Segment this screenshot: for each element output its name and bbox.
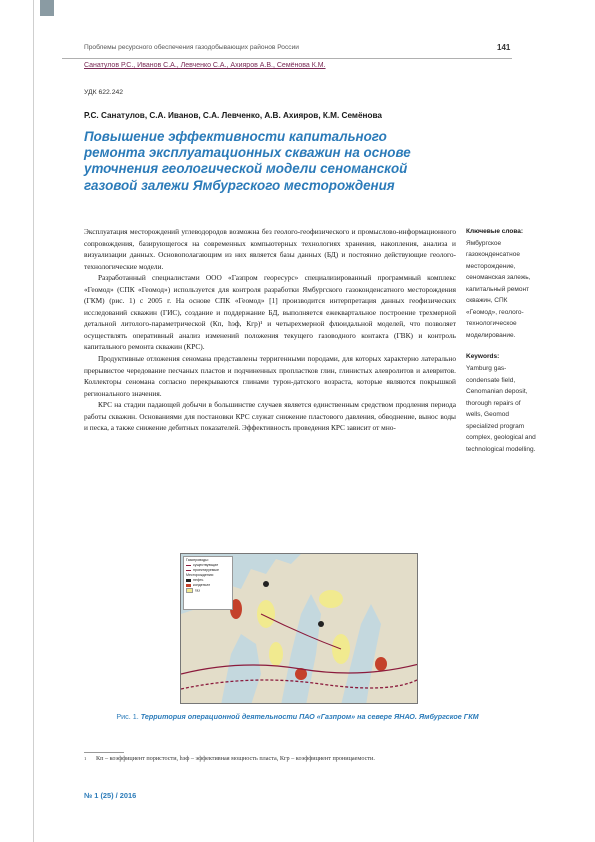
keywords-en-heading: Keywords:: [466, 353, 500, 361]
running-authors: Санатулов Р.С., Иванов С.А., Левченко С.А., Ахияров А.В., Семёнова К.М.: [84, 62, 326, 69]
legend-swatch: [186, 588, 193, 593]
caption-text: Территория операционной деятельности ПАО «Газпром» на севере ЯНАО. Ямбургское ГКМ: [140, 712, 479, 721]
article-body: [84, 226, 456, 434]
legend-label: конденсат: [193, 583, 211, 587]
keywords-spacer: [466, 341, 536, 351]
legend-swatch: [186, 584, 191, 587]
udc-code: УДК 622.242: [84, 89, 124, 96]
article-authors: Р.С. Санатулов, С.А. Иванов, С.А. Левченко, А.В. Ахияров, К.М. Семёнова: [84, 111, 382, 120]
legend-heading-fields: Месторождения:: [186, 573, 214, 577]
header-rule: [62, 58, 512, 59]
left-margin-line: [33, 0, 34, 842]
field-condensate: [375, 657, 387, 671]
keywords-ru-heading: Ключевые слова:: [466, 228, 524, 235]
body-paragraph-2: Разработанный специалистами ООО «Газпром георесурс» специализированный программный комплекс «Геомод» (СПК «Геомод») используется для контроля разработки Ямбургского газоконденсатного месторождения (ГКМ) (рис. 1) с 2005 г. На основе СПК «Геомод» [1] производится интерпретация данных геофизических исследований скважин (ГИС), создание и поддержание БД, выполняется ежеквартальное построение трехмерной детальной литолого-параметрической (Кп, hэф, Кгр)¹ и четырехмерной флюидальной моделей, что позволяет осуществлять оперативный анализ изменений положения текущего газоводного контакта (ГВК) и контроль капитального ремонта скважин (КРС).: [84, 273, 456, 352]
legend-swatch: [186, 565, 191, 566]
caption-label: Рис. 1.: [116, 712, 139, 721]
body-paragraph-3: Продуктивные отложения сеномана представлены терригенными породами, для которых характерно латерально прерывистое чередование песчаных пластов и подчиненных пропластков глин, глинистых алевролитов и алевритов. Коллекторы сеномана согласно перекрываются глинами турон-датского возраста, которые являются покрышкой регионального значения.: [84, 354, 456, 398]
legend-label: существующие: [193, 563, 219, 567]
journal-title: Проблемы ресурсного обеспечения газодобывающих районов России: [84, 44, 299, 51]
legend-swatch: [186, 579, 191, 582]
keywords-en-list: Yamburg gas-condensate field, Cenomanian deposit, thorough repairs of wells, Geomod specialized program complex, geological and technological modelling.: [466, 365, 536, 453]
legend-label: проектируемые: [193, 568, 219, 572]
field-gas: [257, 600, 275, 628]
footnote-number: 1: [84, 756, 87, 761]
body-paragraph-1: Эксплуатация месторождений углеводородов возможна без геолого-геофизического и промыслово-информационного сопровождения, базирующегося на современных компьютерных технологиях хранения, накопления, анализа и визуализации данных. Основополагающим из них является базы данных (БД) и постоянно действующие геолого-технологические модели.: [84, 227, 456, 271]
keywords-sidebar: [466, 226, 536, 455]
left-margin-bar: [0, 0, 33, 842]
issue-number: № 1 (25) / 2016: [84, 791, 137, 800]
footnote-rule: [84, 752, 124, 753]
field-oil: [318, 621, 324, 627]
corner-tab-decoration: [40, 0, 54, 16]
footnote: [84, 755, 454, 764]
field-gas: [319, 590, 343, 608]
field-gas: [269, 642, 283, 666]
page-number: 141: [497, 43, 511, 52]
body-paragraph-4: КРС на стадии падающей добычи в большинстве случаев является единственным средством продления периода работы скважин. Основаниями для постановки КРС служат снижение пластового давления, обводнение, вынос воды и песка, а также снижение дебитных показателей. Эффективность проведения КРС зависит от мно-: [84, 400, 456, 433]
legend-swatch: [186, 570, 191, 571]
legend-label: нефть: [193, 578, 204, 582]
legend-label: газ: [195, 588, 200, 593]
footnote-text: Кп – коэффициент пористости, hэф – эффективная мощность пласта, Кгр – коэффициент проницаемости.: [96, 755, 375, 762]
map-legend: [183, 556, 233, 610]
article-title: Повышение эффективности капитального ремонта эксплуатационных скважин на основе уточнения геологической модели сеноманской газовой залежи Ямбургского месторождения: [84, 129, 411, 193]
figure-caption: [90, 712, 505, 723]
keywords-ru-list: Ямбургское газоконденсатное месторождение, сеноманская залежь, капитальный ремонт скважин, СПК «Геомод», геолого-технологическое моделирование.: [466, 239, 531, 339]
legend-item-gas: [186, 588, 230, 593]
field-oil: [263, 581, 269, 587]
legend-heading-pipelines: Газопроводы:: [186, 558, 209, 562]
